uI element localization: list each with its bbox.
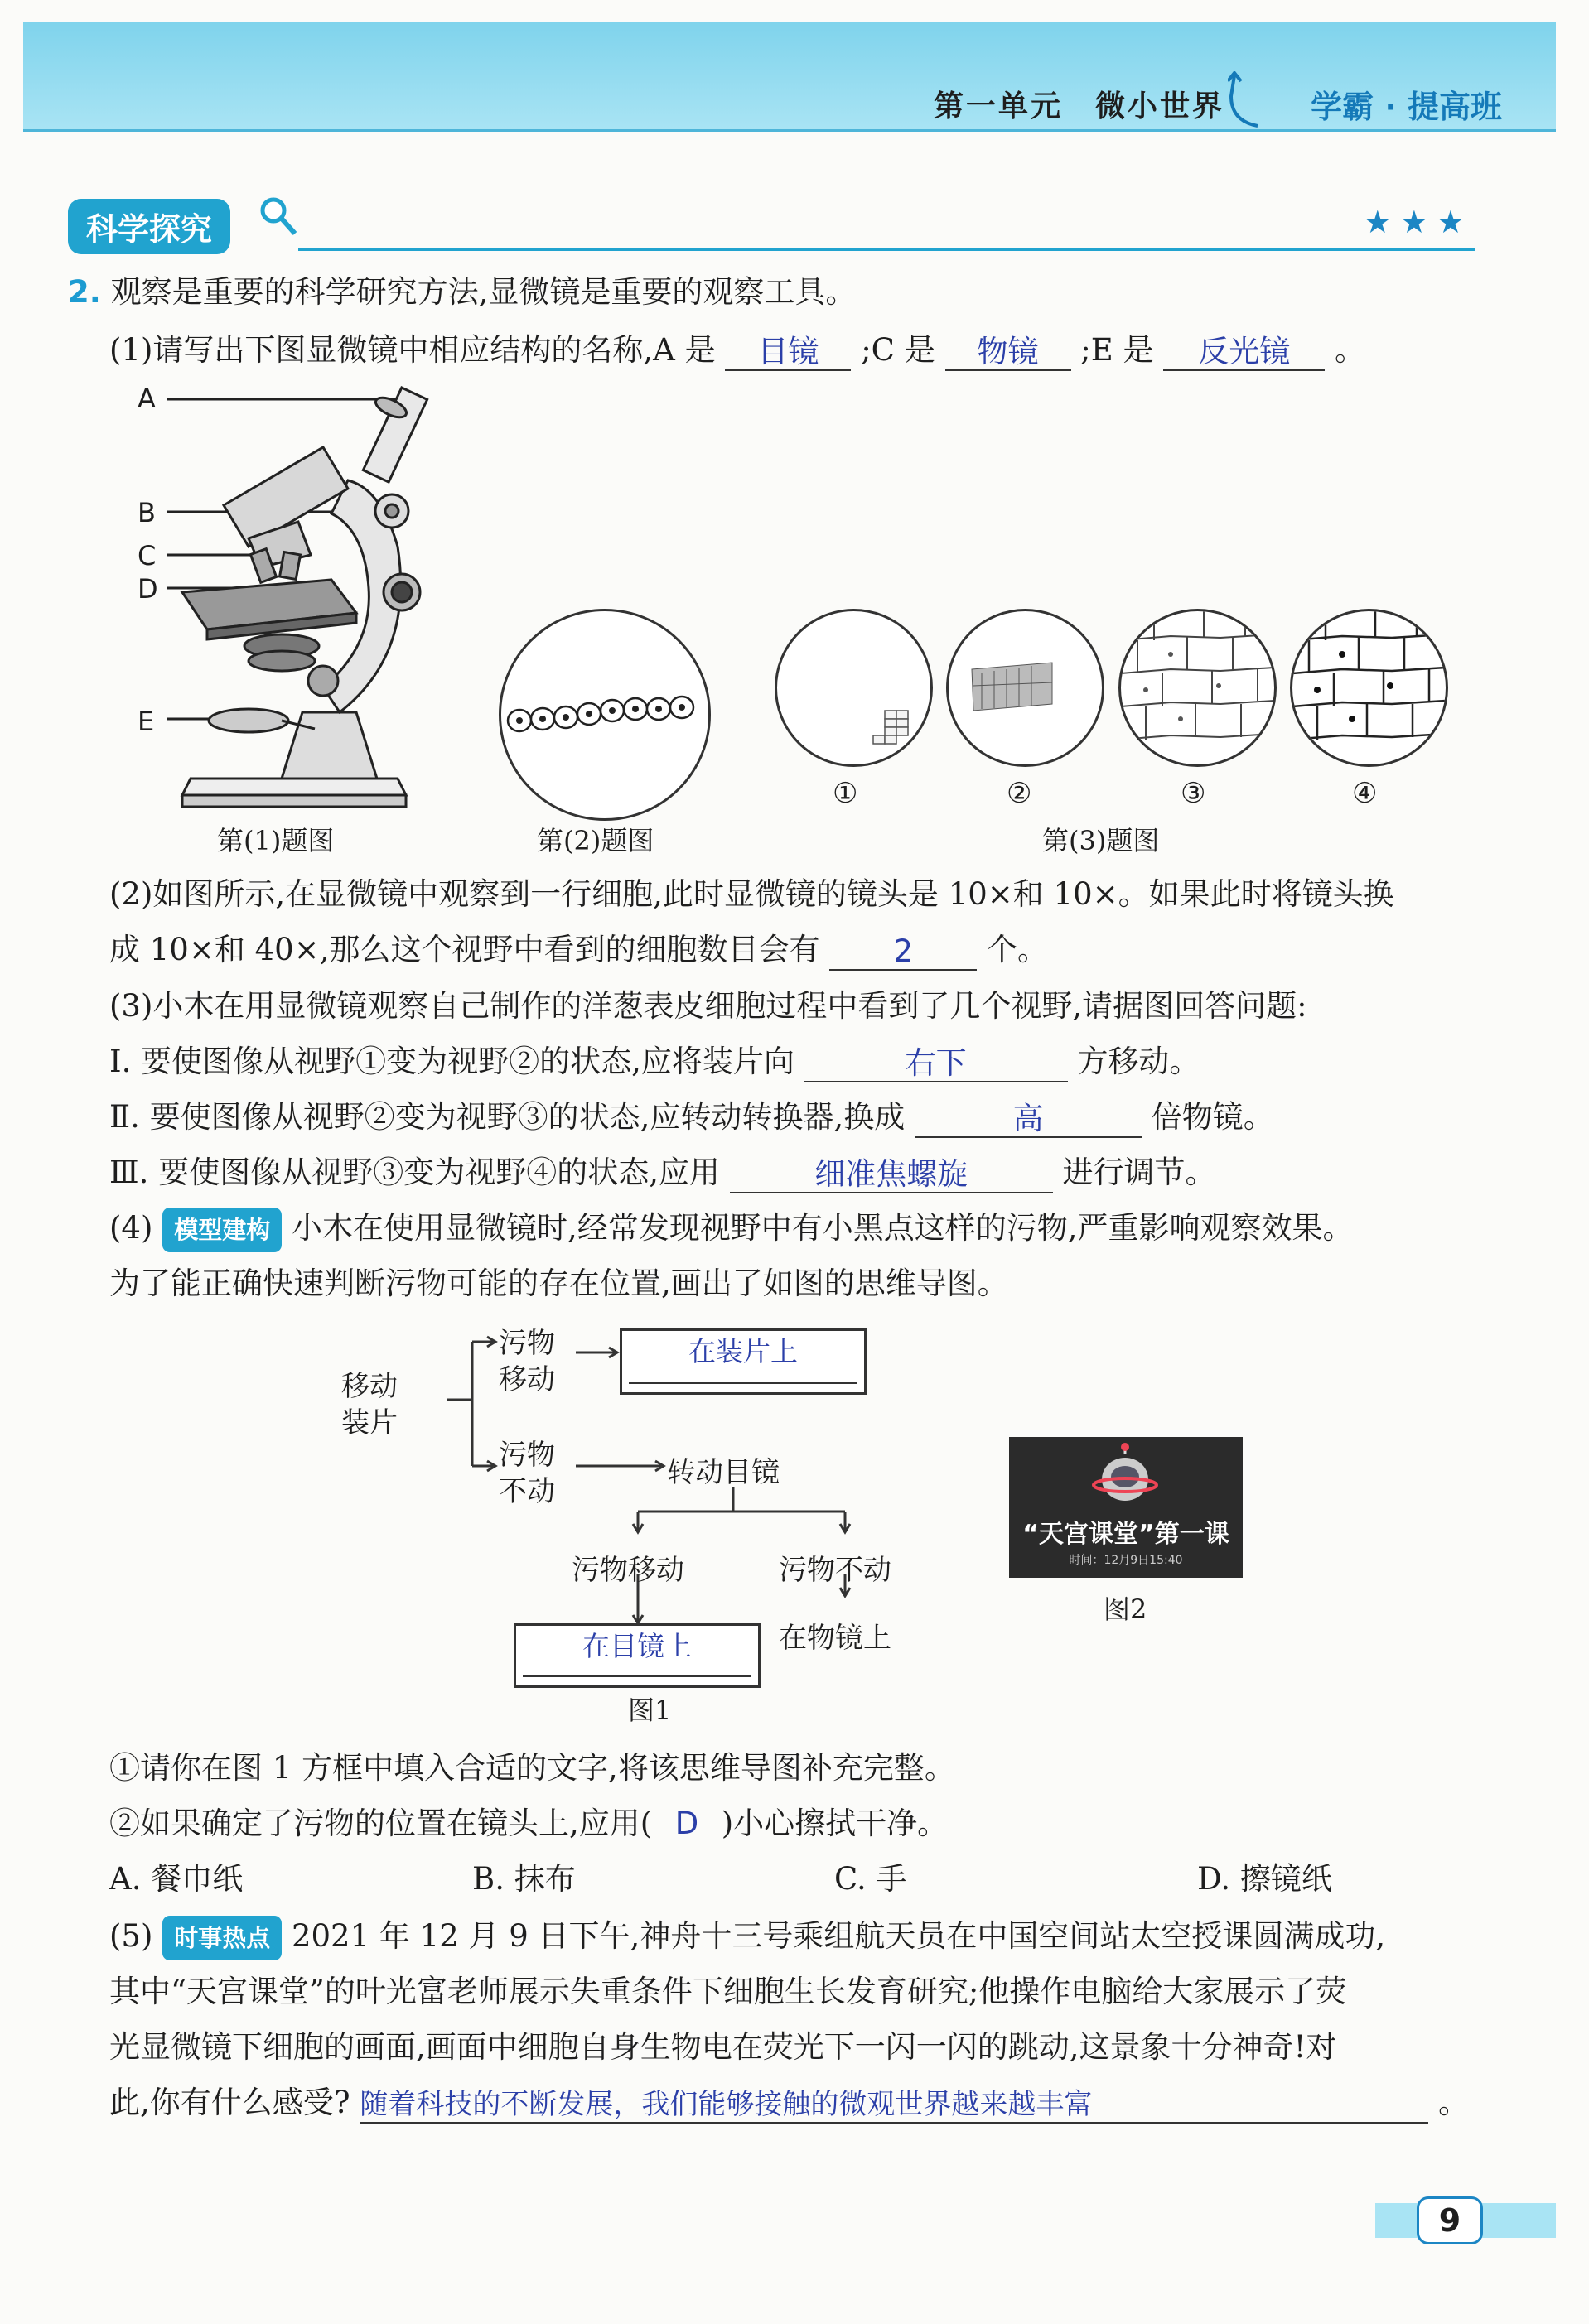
- caption-fig2-video: 图2: [1104, 1594, 1147, 1625]
- caption-fig3: 第(3)题图: [1042, 825, 1160, 856]
- part3-iii: [109, 1152, 1216, 1193]
- answer-blank-cell-count[interactable]: 2: [829, 931, 977, 971]
- part3-ii: [109, 1097, 1274, 1138]
- part2-line2: [109, 929, 1048, 971]
- part5-line3: 光显微镜下细胞的画面,画面中细胞自身生物电在荧光下一闪一闪的跳动,这景象十分神奇!对: [109, 2029, 1337, 2065]
- section-tag: 科学探究: [68, 199, 230, 254]
- part2-line1: (2)如图所示,在显微镜中观察到一行细胞,此时显微镜的镜头是 10×和 10×。如果此时将镜头换: [109, 876, 1394, 912]
- page-number: 9: [1417, 2196, 1483, 2244]
- answer-blank-e[interactable]: 反光镜: [1163, 331, 1325, 371]
- view-number-2: ②: [1007, 777, 1032, 810]
- mindmap-step-rotate-eyepiece: 转动目镜: [667, 1456, 780, 1489]
- view-1: [775, 609, 933, 767]
- view-4: [1290, 609, 1448, 767]
- mindmap-result-objective: 在物镜上: [779, 1622, 891, 1655]
- part3-iii-end: 进行调节。: [1062, 1155, 1216, 1190]
- answer-blank-feeling[interactable]: 随着科技的不断发展，我们能够接触的微观世界越来越丰富: [360, 2084, 1428, 2124]
- caption-fig1: 第(1)题图: [217, 825, 335, 856]
- part3-intro: (3)小木在用显微镜观察自己制作的洋葱表皮细胞过程中看到了几个视野,请据图回答问题:: [109, 988, 1307, 1024]
- mindmap-answer-slide: 在装片上: [688, 1335, 798, 1367]
- part4-number: (4): [109, 1210, 153, 1246]
- mindmap-box-eyepiece[interactable]: [514, 1623, 761, 1688]
- tiangong-video-still: [1009, 1437, 1243, 1578]
- part5-end: 。: [1438, 2085, 1470, 2120]
- part5-line1: [109, 1916, 1385, 1960]
- option-a: A. 餐巾纸: [109, 1861, 244, 1897]
- video-title: “天宫课堂”第一课: [1022, 1520, 1229, 1549]
- caption-fig2: 第(2)题图: [537, 825, 654, 856]
- part1-end: 。: [1335, 332, 1366, 368]
- tag-current-events: 时事热点: [162, 1916, 282, 1960]
- unit-title: 第一单元 微小世界: [933, 89, 1224, 123]
- mindmap-box-underline: [629, 1382, 857, 1384]
- mindmap-branch-moves: 污物移动: [499, 1327, 555, 1396]
- label-e: E: [138, 706, 155, 737]
- part4-line1: [109, 1208, 1354, 1252]
- cap-icon: [1228, 71, 1261, 129]
- difficulty-stars: ★★★: [1363, 204, 1473, 240]
- option-c: C. 手: [834, 1861, 907, 1897]
- caption-mindmap: 图1: [628, 1695, 672, 1726]
- answer-blank-a[interactable]: 目镜: [725, 331, 851, 371]
- section-divider: [298, 248, 1475, 251]
- part5-line4: [109, 2082, 1469, 2124]
- part5-number: (5): [109, 1918, 153, 1954]
- option-d: D. 擦镜纸: [1197, 1861, 1332, 1897]
- view-number-1: ①: [833, 777, 858, 810]
- mindmap-sub-moves: 污物移动: [572, 1554, 684, 1587]
- part4-line2: 为了能正确快速判断污物可能的存在位置,画出了如图的思维导图。: [109, 1266, 1008, 1301]
- mindmap-box-slide[interactable]: [620, 1328, 867, 1395]
- part3-i-text: Ⅰ. 要使图像从视野①变为视野②的状态,应将装片向: [109, 1044, 794, 1079]
- answer-blank-direction[interactable]: 右下: [804, 1043, 1068, 1082]
- view-2: [946, 609, 1104, 767]
- part4-q2-end: )小心擦拭干净。: [721, 1806, 949, 1841]
- question-number: 2.: [68, 274, 101, 310]
- view-row-of-cells: [499, 609, 711, 821]
- mindmap-box-underline-2: [523, 1675, 751, 1677]
- part1-text: (1)请写出下图显微镜中相应结构的名称,A 是: [109, 332, 716, 368]
- option-b: B. 抹布: [472, 1861, 576, 1897]
- part1-text-c: ;C 是: [861, 332, 935, 368]
- mindmap-sub-still: 污物不动: [779, 1554, 891, 1587]
- label-d: D: [138, 573, 158, 605]
- part2-text: 成 10×和 40×,那么这个视野中看到的细胞数目会有: [109, 932, 820, 967]
- part1-text-e: ;E 是: [1080, 332, 1154, 368]
- label-a: A: [138, 383, 156, 414]
- answer-blank-c[interactable]: 物镜: [945, 331, 1071, 371]
- part4-q2: [109, 1803, 948, 1844]
- part3-i-end: 方移动。: [1077, 1044, 1200, 1079]
- mindmap-root: 移动装片: [341, 1370, 398, 1439]
- part5-text4: 此,你有什么感受?: [109, 2085, 350, 2120]
- label-b: B: [138, 497, 156, 528]
- view-3: [1118, 609, 1277, 767]
- tag-model-building: 模型建构: [162, 1208, 282, 1252]
- answer-choice[interactable]: D: [674, 1806, 699, 1841]
- brand-title: 学霸 · 提高班: [1311, 89, 1502, 125]
- part4-q2-text: ②如果确定了污物的位置在镜头上,应用(: [109, 1806, 653, 1841]
- view-number-3: ③: [1181, 777, 1206, 810]
- video-time: 时间：12月9日15:40: [1069, 1554, 1183, 1567]
- part5-line2: 其中“天宫课堂”的叶光富老师展示失重条件下细胞生长发育研究;他操作电脑给大家展示了荧: [109, 1974, 1347, 2009]
- microscope-diagram: [157, 381, 439, 812]
- mindmap-answer-eyepiece: 在目镜上: [582, 1630, 692, 1662]
- part3-ii-text: Ⅱ. 要使图像从视野②变为视野③的状态,应转动转换器,换成: [109, 1099, 906, 1135]
- part1-line: [109, 330, 1365, 371]
- view-number-4: ④: [1352, 777, 1378, 810]
- magnifier-icon: [258, 195, 298, 242]
- question-stem-text: 观察是重要的科学研究方法,显微镜是重要的观察工具。: [110, 274, 857, 310]
- header-rule: [23, 129, 1556, 132]
- answer-blank-adjuster[interactable]: 细准焦螺旋: [730, 1154, 1053, 1193]
- part4-text1: 小木在使用显微镜时,经常发现视野中有小黑点这样的污物,严重影响观察效果。: [291, 1210, 1354, 1246]
- part5-text1: 2021 年 12 月 9 日下午,神舟十三号乘组航天员在中国空间站太空授课圆满成功,: [291, 1918, 1386, 1954]
- question-stem: [68, 272, 856, 313]
- answer-blank-objective[interactable]: 高: [915, 1098, 1142, 1138]
- part3-iii-text: Ⅲ. 要使图像从视野③变为视野④的状态,应用: [109, 1155, 720, 1190]
- label-c: C: [138, 540, 157, 571]
- part2-end: 个。: [986, 932, 1048, 967]
- part3-i: [109, 1041, 1200, 1082]
- mindmap-branch-still: 污物不动: [499, 1439, 555, 1508]
- part4-q1: ①请你在图 1 方框中填入合适的文字,将该思维导图补充完整。: [109, 1750, 955, 1786]
- rocket-mascot-icon: [1092, 1442, 1158, 1508]
- part3-ii-end: 倍物镜。: [1151, 1099, 1274, 1135]
